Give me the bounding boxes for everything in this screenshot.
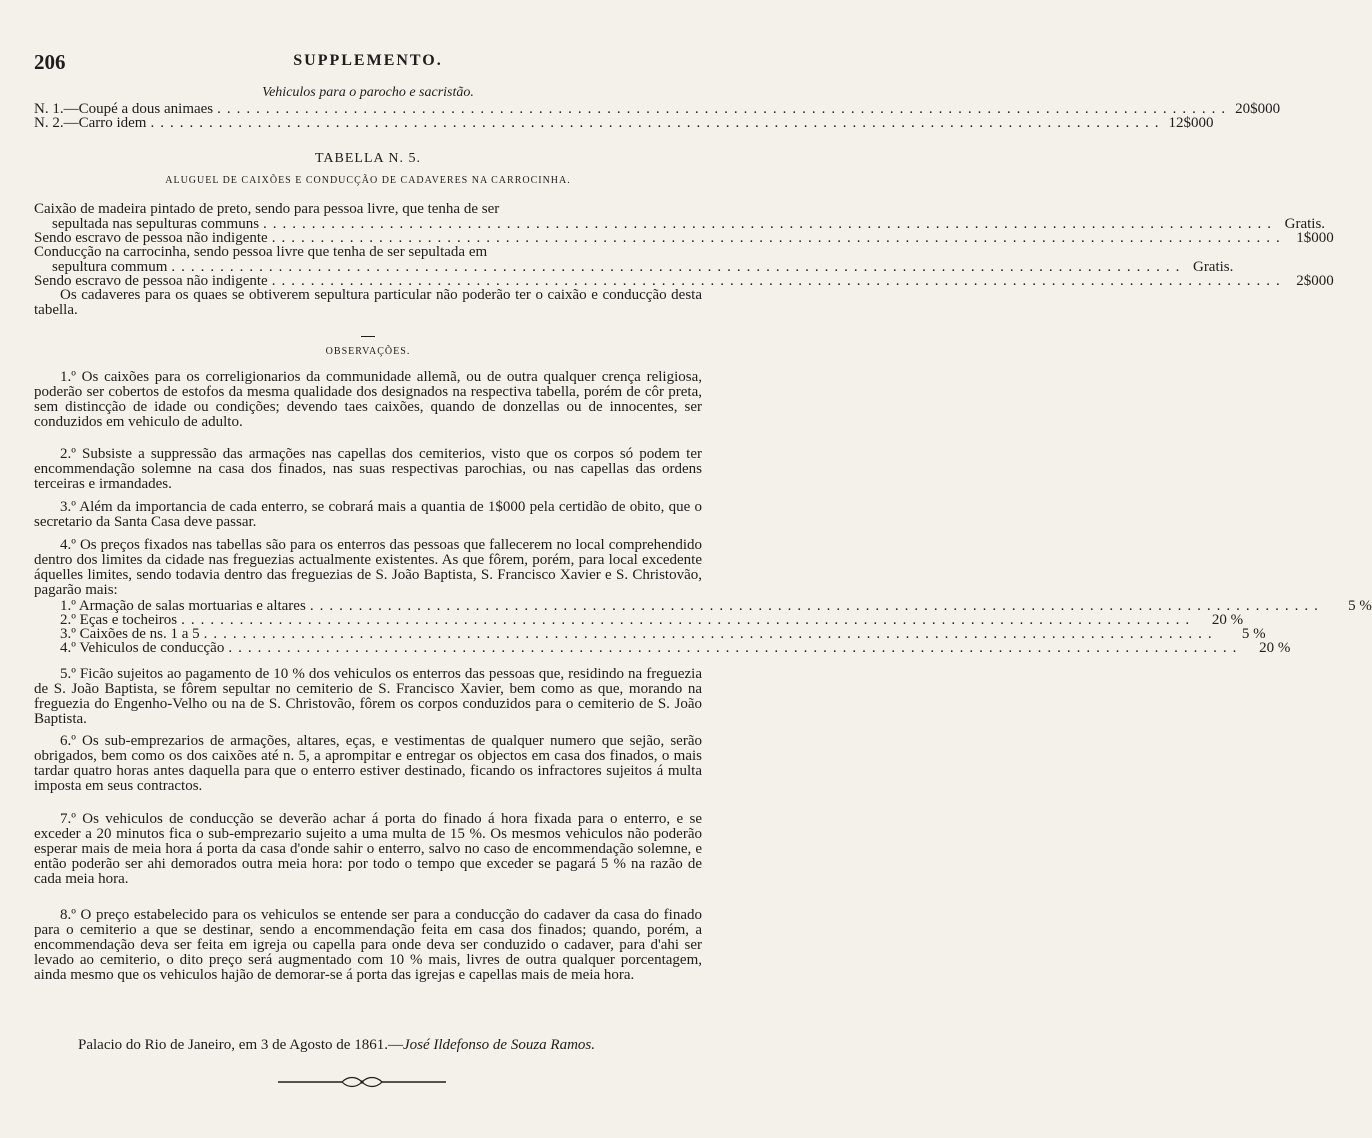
divider <box>361 336 375 337</box>
surcharge-value: 20 % <box>1211 612 1244 628</box>
observation-2 <box>34 447 702 492</box>
fee-row-text: Sendo escravo de pessoa não indigente <box>34 273 268 289</box>
fee-row-continuation <box>34 216 1326 232</box>
table-subtitle: ALUGUEL DE CAIXÕES E CONDUCÇÃO DE CADAVERES NA CARROCINHA. <box>165 175 571 186</box>
surcharge-label: 3.º Caixões de ns. 1 a 5 <box>60 626 200 642</box>
vehicle-label: N. 1.—Coupé a dous animaes <box>34 101 214 117</box>
fee-value: Gratis. <box>1284 216 1326 232</box>
table-title: TABELLA N. 5. <box>315 151 421 166</box>
surcharge-row <box>34 626 1266 642</box>
leader-dots: ........................................................................................................ <box>150 115 1165 131</box>
fee-value: 1$000 <box>1296 230 1334 246</box>
signature-line <box>34 1036 702 1054</box>
fee-row-text: sepultada nas sepulturas communs <box>52 216 260 232</box>
leader-dots: ........................................................................................................ <box>217 101 1232 117</box>
vehicle-price: 12$000 <box>1168 115 1214 131</box>
fleuron-ornament <box>276 1076 448 1088</box>
table-section <box>34 150 702 188</box>
surcharge-label: 2.º Eças e tocheiros <box>60 612 178 628</box>
observation-6 <box>34 734 702 794</box>
observation-8 <box>34 908 702 983</box>
observation-3 <box>34 500 702 530</box>
surcharge-label: 1.º Armação de salas mortuarias e altares <box>60 598 306 614</box>
surcharge-value: 20 % <box>1259 640 1291 656</box>
vehicle-row <box>34 101 1281 117</box>
leader-dots: ........................................................................................................ <box>263 216 1278 232</box>
surcharge-row <box>34 612 1244 628</box>
leader-dots: ........................................................................................................ <box>309 598 1324 614</box>
surcharge-value: 5 % <box>1241 626 1266 642</box>
observation-5 <box>34 667 702 727</box>
leader-dots: ........................................................................................................ <box>203 626 1218 642</box>
place-date: Palacio do Rio de Janeiro, em 3 de Agosto de 1861.— <box>78 1037 403 1053</box>
observation-paragraph: 8.º O preço estabelecido para os vehiculos se entende ser para a conducção do cadaver da casa do finado para o cemiterio a que se destinar, sendo a encommendação feita em casa dos finados; quando, porém, a encommendação deva ser feita em igreja ou capella para onde deva ser conduzido o cadaver, para d'ahi ser levado ao cemiterio, o dito preço será augmentado com 10 % mais, livres de outra qualquer porcentagem, ainda mesmo que os vehiculos hajão de demorar-se á porta das igrejas e capellas mais de meia hora. <box>34 907 702 983</box>
fee-row <box>34 230 1334 246</box>
leader-dots: ........................................................................................................ <box>228 640 1243 656</box>
observation-4 <box>34 537 1372 656</box>
vehicle-label: N. 2.—Carro idem <box>34 115 147 131</box>
observation-paragraph: 6.º Os sub-emprezarios de armações, altares, eças, e vestimentas de qualquer numero que sejão, serão obrigados, bem como os dos caixões até n. 5, a aprompitar e entregar os objectos em casa dos finados, o mais tardar quatro horas antes daquella para que o enterro estiver destinado, ficando os infractores sujeitos á multa imposta em seus contractos. <box>34 733 702 794</box>
fee-row-text: sepultura commum <box>52 259 168 275</box>
observation-paragraph: 3.º Além da importancia de cada enterro, se cobrará mais a quantia de 1$000 pela certidão de obito, que o secretario da Santa Casa deve passar. <box>34 499 702 530</box>
leader-dots: ........................................................................................................ <box>171 259 1186 275</box>
leader-dots: ........................................................................................................ <box>271 273 1286 289</box>
page-number: 206 <box>34 50 66 74</box>
vehicles-heading: Vehiculos para o parocho e sacristão. <box>262 85 474 100</box>
fee-table <box>34 201 1334 318</box>
fee-row-continuation <box>34 259 1234 275</box>
observation-1 <box>34 370 702 430</box>
signatory-name: José Ildefonso de Souza Ramos. <box>402 1037 596 1053</box>
observation-paragraph: 2.º Subsiste a suppressão das armações nas capellas dos cemiterios, visto que os corpos só podem ter encommendação solemne na casa dos finados, nas suas respectivas parochias, ou nas capellas das ordens terceiras e irmandades. <box>34 446 702 492</box>
fee-row-text: Caixão de madeira pintado de preto, sendo para pessoa livre, que tenha de ser <box>34 201 500 217</box>
fee-row <box>34 201 1326 232</box>
leader-dots: ........................................................................................................ <box>271 230 1286 246</box>
fee-row <box>34 244 1234 275</box>
observations-heading: OBSERVAÇÕES. <box>325 346 411 357</box>
fee-row-text: Conducção na carrocinha, sendo pessoa livre que tenha de ser sepultada em <box>34 244 488 260</box>
running-head: SUPPLEMENTO. <box>293 52 443 69</box>
fee-value: Gratis. <box>1192 259 1234 275</box>
observation-paragraph: 4.º Os preços fixados nas tabellas são para os enterros das pessoas que fallecerem no local comprehendido dentro dos limites da cidade nas freguezias actualmente existentes. As que fôrem, porém, para local excedente áquelles limites, sendo todavia dentro das freguezias de S. João Baptista, S. Francisco Xavier e S. Christovão, pagarão mais: <box>34 537 702 598</box>
leader-dots: ........................................................................................................ <box>181 612 1196 628</box>
vehicle-price: 20$000 <box>1235 101 1281 117</box>
fee-row <box>34 273 1334 289</box>
vehicles-section <box>34 84 1281 131</box>
observation-paragraph: 5.º Ficão sujeitos ao pagamento de 10 % dos vehiculos os enterros das pessoas que, residindo na freguezia de S. João Baptista, se fôrem sepultar no cemiterio de S. Francisco Xavier, bem como as que, morando na freguezia do Engenho-Velho ou na de S. Christovão, fôrem os corpos conduzidos para o cemiterio de S. João Baptista. <box>34 666 702 727</box>
page-header <box>34 50 702 78</box>
surcharge-value: 5 % <box>1348 598 1372 614</box>
observations-heading-block <box>34 336 702 357</box>
observation-paragraph: 7.º Os vehiculos de conducção se deverão achar á porta do finado á hora fixada para o enterro, e se exceder a 20 minutos fica o sub-emprezario sujeito a uma multa de 15 %. Os mesmos vehiculos não poderão esperar mais de meia hora á porta da casa d'onde sahir o enterro, salvo no caso de encommendação solemne, e então poderão ser ahi demorados outra meia hora: por todo o tempo que exceder se pagará 5 % na razão de cada meia hora. <box>34 811 702 887</box>
surcharge-row <box>34 598 1372 614</box>
surcharge-label: 4.º Vehiculos de conducção <box>60 640 225 656</box>
fee-row-text: Sendo escravo de pessoa não indigente <box>34 230 268 246</box>
observation-paragraph: 1.º Os caixões para os correligionarios da communidade allemã, ou de outra qualquer crença religiosa, poderão ser cobertos de estofos da mesma qualidade dos designados na respectiva tabella, porém de côr preta, sem distincção de idade ou condições; devendo taes caixões, quando de donzellas ou de innocentes, ser conduzidos em vehiculo de adulto. <box>34 369 702 430</box>
observation-7 <box>34 812 702 887</box>
fee-value: 2$000 <box>1296 273 1334 289</box>
table-note: Os cadaveres para os quaes se obtiverem sepultura particular não poderão ter o caixão e conducção desta tabella. <box>34 287 702 318</box>
surcharge-row <box>34 640 1291 656</box>
vehicle-row <box>34 115 1214 131</box>
